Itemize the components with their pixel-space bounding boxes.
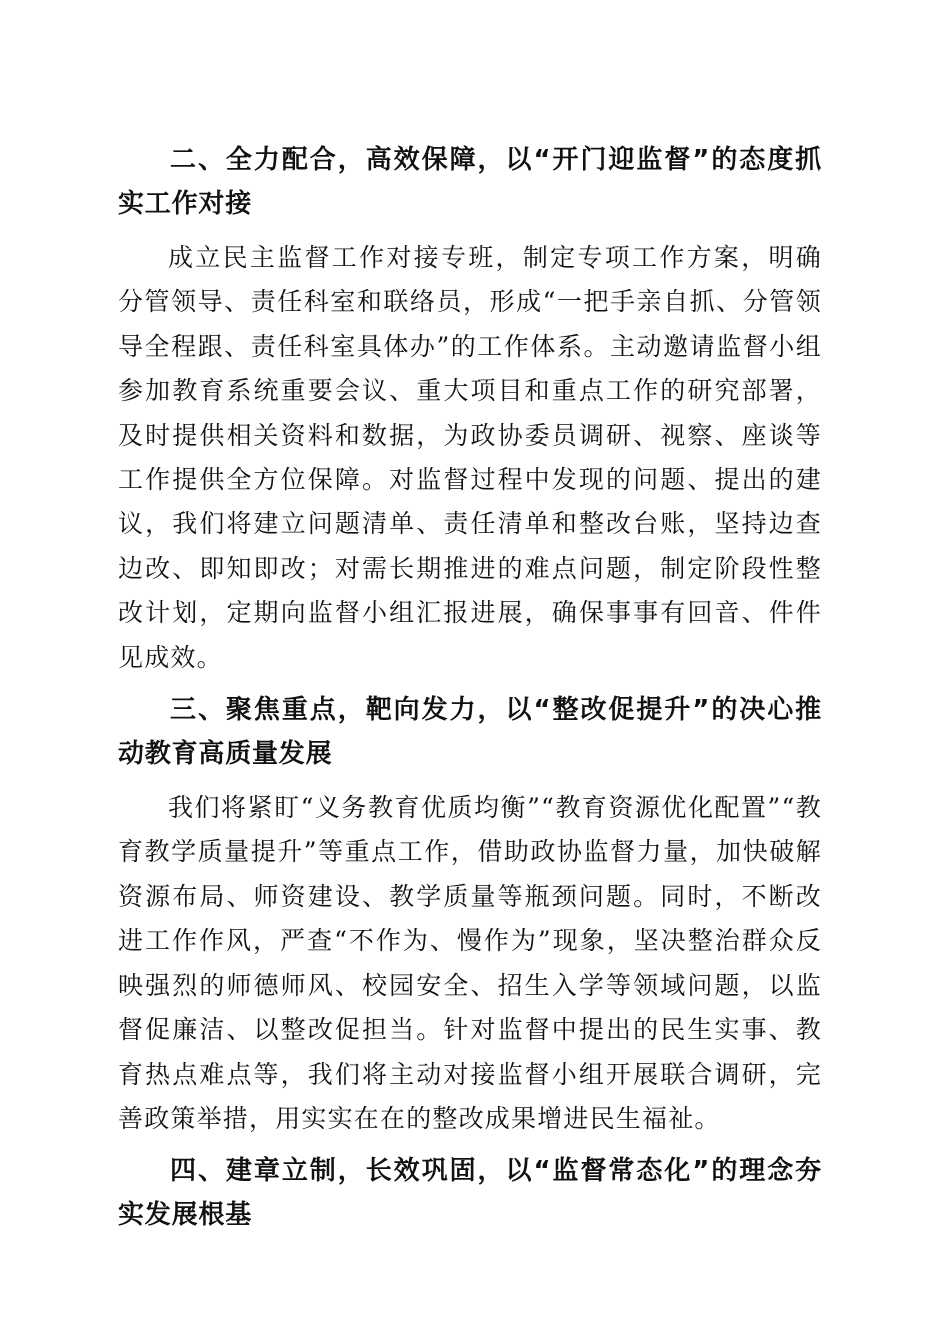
section-4-heading: 四、建章立制，长效巩固，以“监督常态化”的理念夯实发展根基	[118, 1156, 822, 1231]
section-3-heading: 三、聚焦重点，靶向发力，以“整改促提升”的决心推动教育高质量发展	[118, 695, 822, 770]
document-body	[118, 138, 822, 1247]
section-2-heading: 二、全力配合，高效保障，以“开门迎监督”的态度抓实工作对接	[118, 145, 822, 219]
section-3-paragraph: 我们将紧盯“义务教育优质均衡”“教育资源优化配置”“教育教学质量提升”等重点工作，借助政协监督力量，加快破解资源布局、师资建设、教学质量等瓶颈问题。同时，不断改进工作作风，严查“不作为、慢作为”现象，坚决整治群众反映强烈的师德师风、校园安全、招生入学等领域问题，以监督促廉洁、以整改促担当。针对监督中提出的民生实事、教育热点难点等，我们将主动对接监督小组开展联合调研，完善政策举措，用实实在在的整改成果增进民生福祉。	[118, 793, 822, 1133]
section-2-paragraph: 成立民主监督工作对接专班，制定专项工作方案，明确分管领导、责任科室和联络员，形成“一把手亲自抓、分管领导全程跟、责任科室具体办”的工作体系。主动邀请监督小组参加教育系统重要会议、重大项目和重点工作的研究部署，及时提供相关资料和数据，为政协委员调研、视察、座谈等工作提供全方位保障。对监督过程中发现的问题、提出的建议，我们将建立问题清单、责任清单和整改台账，坚持边查边改、即知即改；对需长期推进的难点问题，制定阶段性整改计划，定期向监督小组汇报进展，确保事事有回音、件件见成效。	[118, 243, 822, 672]
